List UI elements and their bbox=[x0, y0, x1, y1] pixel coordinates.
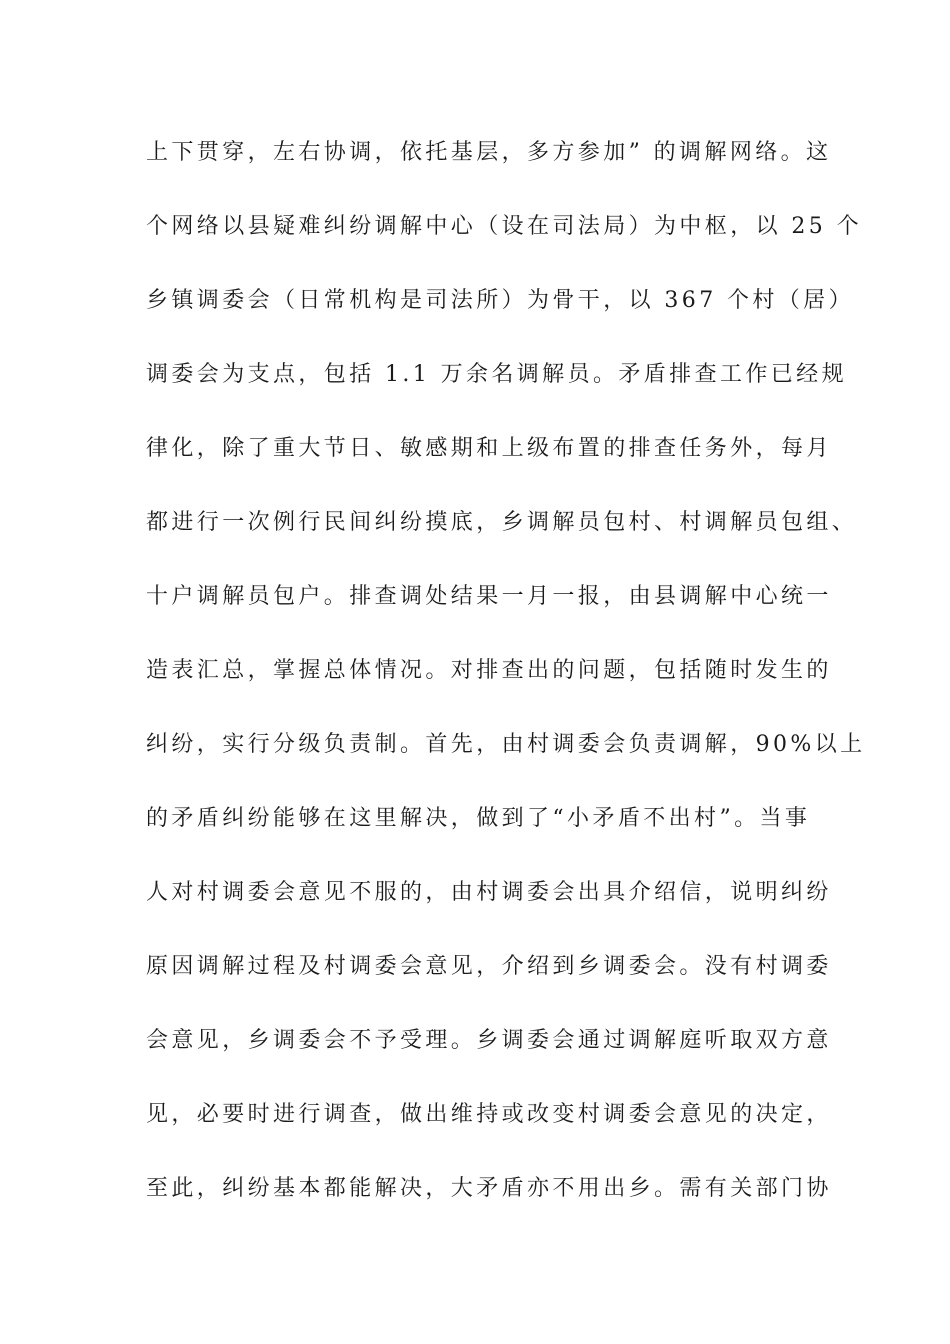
text-line: 人对村调委会意见不服的，由村调委会出具介绍信，说明纠纷 bbox=[146, 880, 832, 905]
text-line: 调委会为支点，包括 1.1 万余名调解员。矛盾排查工作已经规 bbox=[146, 362, 847, 387]
text-line: 会意见，乡调委会不予受理。乡调委会通过调解庭听取双方意 bbox=[146, 1028, 832, 1053]
body-paragraph bbox=[146, 126, 866, 1236]
text-line: 律化，除了重大节日、敏感期和上级布置的排查任务外，每月 bbox=[146, 436, 832, 461]
text-line: 十户调解员包户。排查调处结果一月一报，由县调解中心统一 bbox=[146, 584, 832, 609]
text-line: 乡镇调委会（日常机构是司法所）为骨干，以 367 个村（居） bbox=[146, 288, 854, 313]
text-line: 见，必要时进行调查，做出维持或改变村调委会意见的决定， bbox=[146, 1102, 832, 1127]
text-line: 原因调解过程及村调委会意见，介绍到乡调委会。没有村调委 bbox=[146, 954, 832, 979]
text-line: 造表汇总，掌握总体情况。对排查出的问题，包括随时发生的 bbox=[146, 658, 832, 683]
text-line: 个网络以县疑难纠纷调解中心（设在司法局）为中枢，以 25 个 bbox=[146, 214, 862, 239]
text-line: 至此，纠纷基本都能解决，大矛盾亦不用出乡。需有关部门协 bbox=[146, 1176, 832, 1201]
text-line: 上下贯穿，左右协调，依托基层，多方参加” 的调解网络。这 bbox=[146, 140, 832, 165]
text-line: 的矛盾纠纷能够在这里解决，做到了“小矛盾不出村”。当事 bbox=[146, 806, 811, 831]
text-line: 都进行一次例行民间纠纷摸底，乡调解员包村、村调解员包组、 bbox=[146, 510, 858, 535]
text-line: 纠纷，实行分级负责制。首先，由村调委会负责调解，90%以上 bbox=[146, 732, 866, 757]
